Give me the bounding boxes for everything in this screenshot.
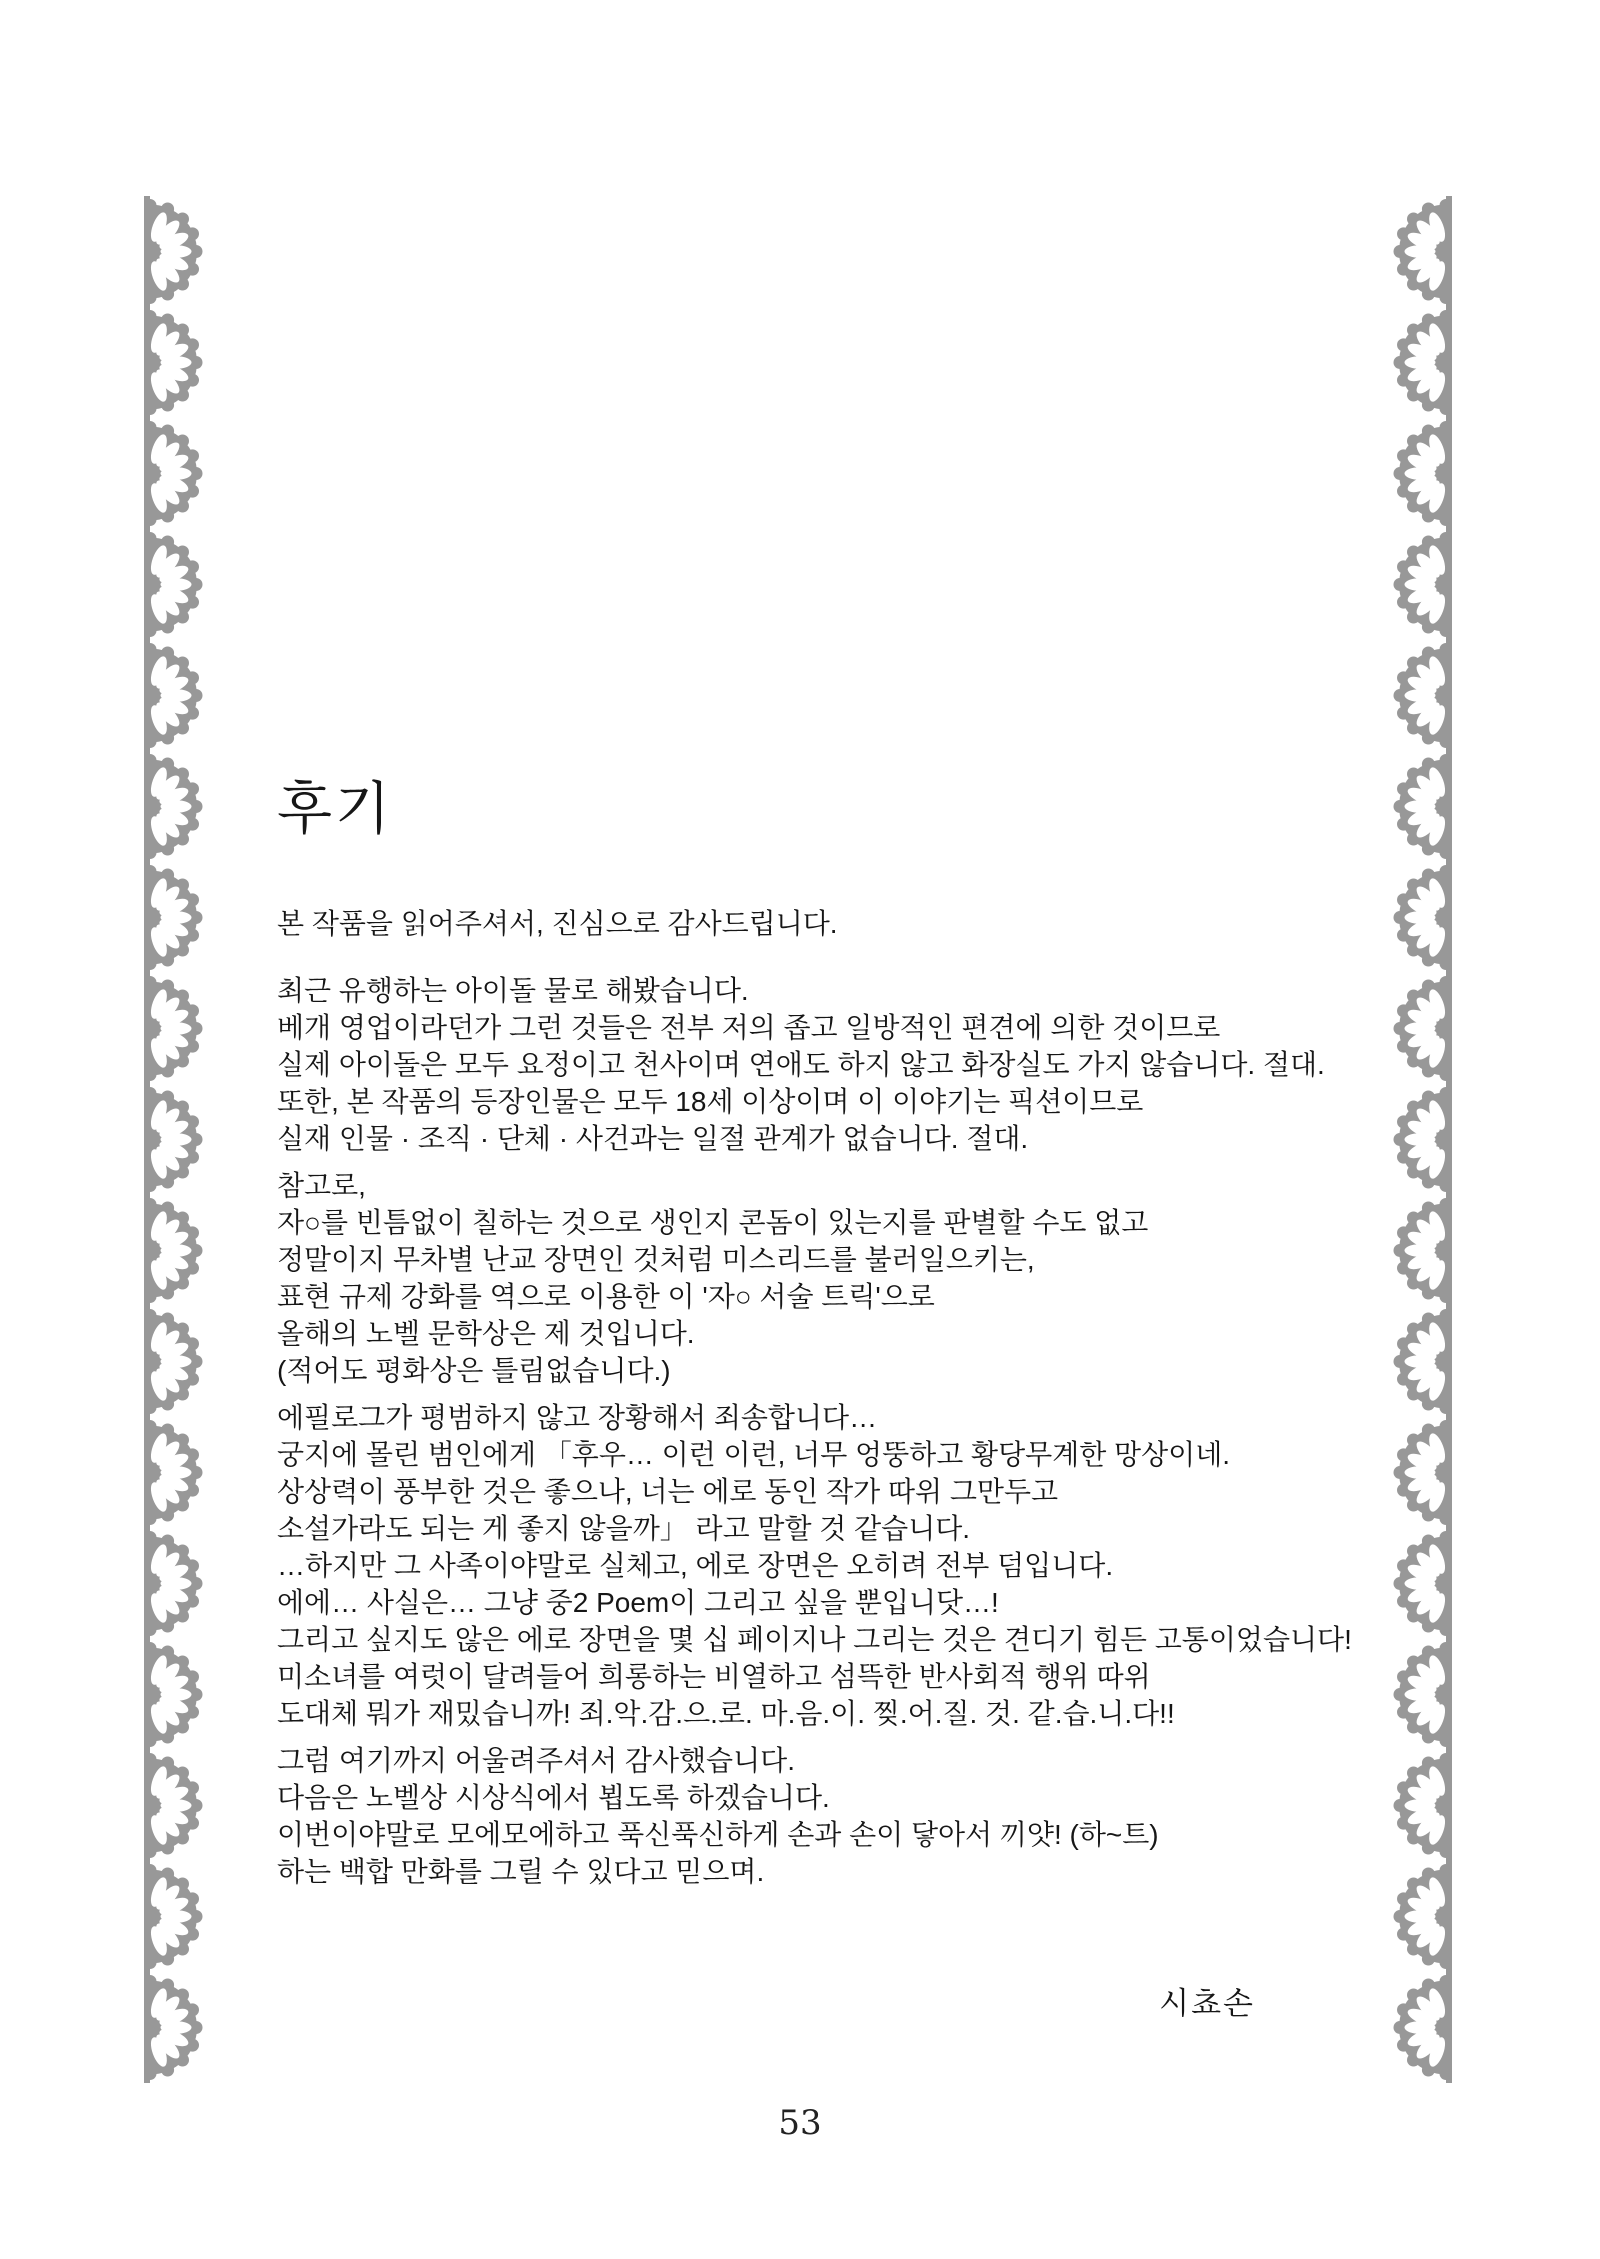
text-line: 상상력이 풍부한 것은 좋으나, 너는 에로 동인 작가 따위 그만두고 (277, 1476, 1059, 1507)
text-line: 소설가라도 되는 게 좋지 않을까」 라고 말할 것 같습니다. (277, 1513, 971, 1544)
text-line: 올해의 노벨 문학상은 제 것입니다. (277, 1318, 695, 1349)
text-line: 이번이야말로 모에모에하고 푹신푹신하게 손과 손이 닿아서 끼얏! (하~트) (277, 1819, 1159, 1850)
text-line: 본 작품을 읽어주셔서, 진심으로 감사드립니다. (277, 908, 838, 939)
paragraph (277, 1742, 1477, 1890)
text-line: 정말이지 무차별 난교 장면인 것처럼 미스리드를 불러일으키는, (277, 1244, 1035, 1275)
page-number: 53 (778, 2103, 822, 2143)
text-line: 표현 규제 강화를 역으로 이용한 이 '자○ 서술 트릭'으로 (277, 1281, 935, 1312)
paragraph (277, 905, 1477, 942)
afterword-body (277, 905, 1477, 1900)
text-line: 그럼 여기까지 어울려주셔서 감사했습니다. (277, 1745, 795, 1776)
text-line: (적어도 평화상은 틀림없습니다.) (277, 1355, 671, 1386)
page-title: 후기 (277, 777, 394, 841)
text-line: 도대체 뭐가 재밌습니까! 죄.악.감.으.로. 마.음.이. 찢.어.질. 것. 같.습.니.다!! (277, 1698, 1175, 1729)
paragraph (277, 1167, 1477, 1389)
text-line: 다음은 노벨상 시상식에서 뵙도록 하겠습니다. (277, 1782, 830, 1813)
text-line: 참고로, (277, 1170, 366, 1201)
lace-border-left-icon (144, 196, 214, 2083)
paragraph (277, 972, 1477, 1157)
text-line: 최근 유행하는 아이돌 물로 해봤습니다. (277, 975, 749, 1006)
text-line: 미소녀를 여럿이 달려들어 희롱하는 비열하고 섬뜩한 반사회적 행위 따위 (277, 1661, 1151, 1692)
text-line: 베개 영업이라던가 그런 것들은 전부 저의 좁고 일방적인 편견에 의한 것이므로 (277, 1012, 1221, 1043)
text-line: 그리고 싶지도 않은 에로 장면을 몇 십 페이지나 그리는 것은 견디기 힘든 고통이었습니다! (277, 1624, 1352, 1655)
text-line: 또한, 본 작품의 등장인물은 모두 18세 이상이며 이 이야기는 픽션이므로 (277, 1086, 1144, 1117)
text-line: 자○를 빈틈없이 칠하는 것으로 생인지 콘돔이 있는지를 판별할 수도 없고 (277, 1207, 1149, 1238)
signature: 시쵸손 (1159, 1986, 1255, 2021)
text-line: 실제 아이돌은 모두 요정이고 천사이며 연애도 하지 않고 화장실도 가지 않습니다. 절대. (277, 1049, 1325, 1080)
text-line: 실재 인물 · 조직 · 단체 · 사건과는 일절 관계가 없습니다. 절대. (277, 1123, 1029, 1154)
text-line: 에필로그가 평범하지 않고 장황해서 죄송합니다… (277, 1402, 878, 1433)
text-line: 에에… 사실은… 그냥 중2 Poem이 그리고 싶을 뿐입니닷…! (277, 1587, 999, 1618)
text-line: …하지만 그 사족이야말로 실체고, 에로 장면은 오히려 전부 덤입니다. (277, 1550, 1114, 1581)
text-line: 하는 백합 만화를 그릴 수 있다고 믿으며. (277, 1856, 765, 1887)
text-line: 궁지에 몰린 범인에게 「후우… 이런 이런, 너무 엉뚱하고 황당무계한 망상이네. (277, 1439, 1231, 1470)
paragraph (277, 1399, 1477, 1732)
